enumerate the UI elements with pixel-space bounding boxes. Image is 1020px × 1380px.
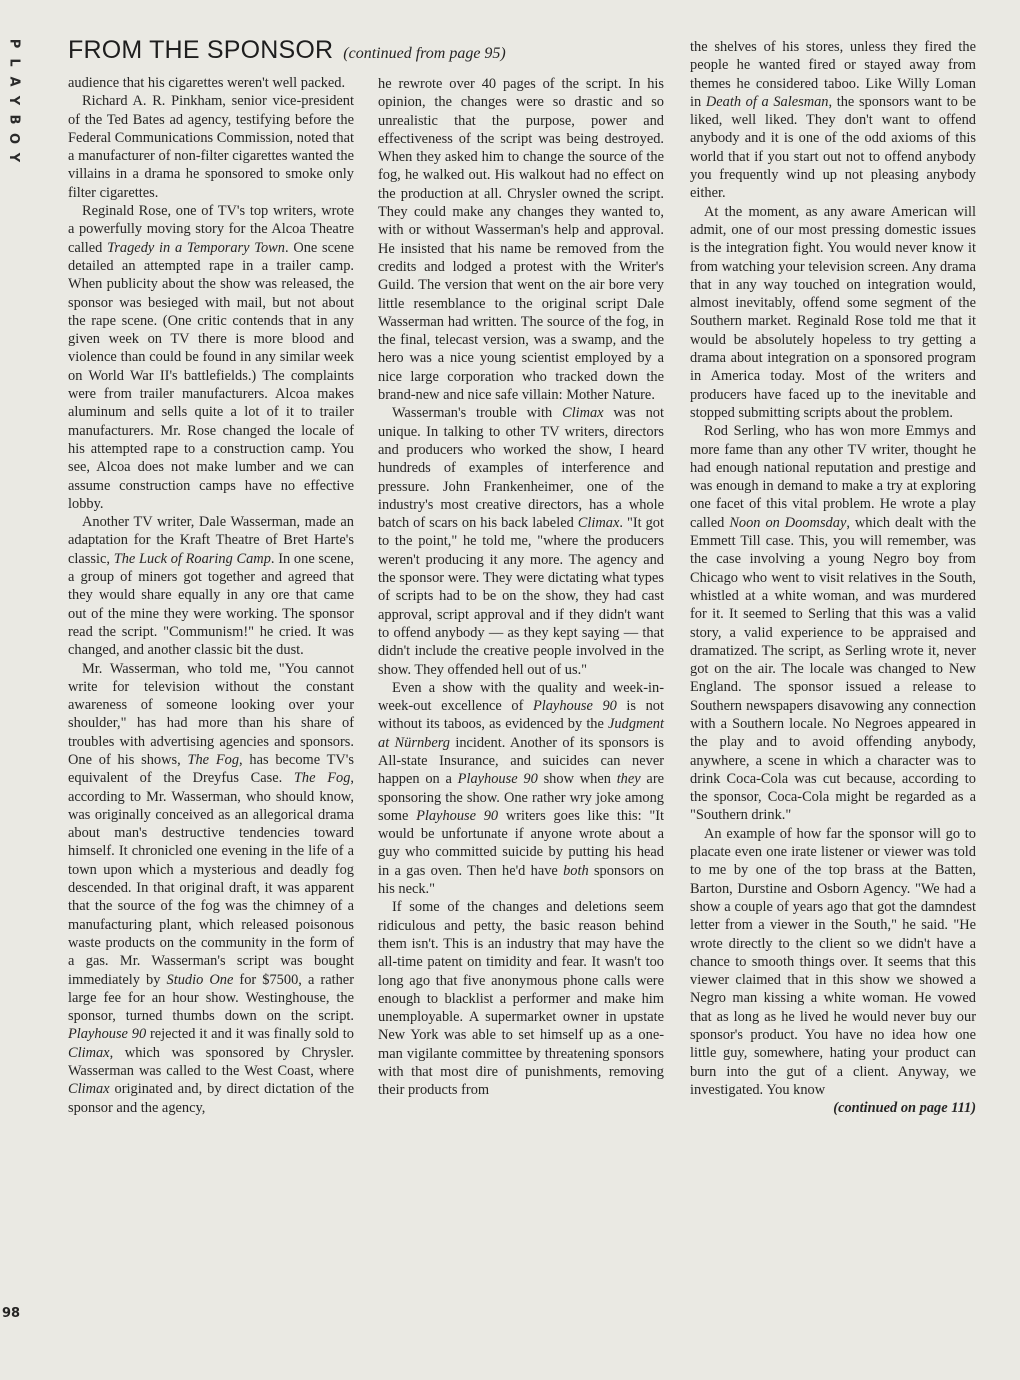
spine-letter: A xyxy=(6,76,22,87)
article-paragraph: Even a show with the quality and week-in-week-out excellence of Playhouse 90 is not without its taboos, as evidenced by the Judgment at Nürnberg incident. Another of its sponsors is All-state Insurance, and suicides can never happen on a Playhouse 90 show when they are sponsoring the show. One rather wry joke among some Playhouse 90 writers goes like this: "It would be unfortunate if anyone wrote about a guy who committed suicide by putting his head in a gas oven. Then he'd have both sponsors on his neck." xyxy=(378,679,664,898)
continued-on-note: (continued on page 111) xyxy=(833,1100,976,1117)
spine-letter: Y xyxy=(6,95,22,106)
spine-letter: Y xyxy=(6,152,22,163)
continued-from-note: (continued from page 95) xyxy=(343,45,506,62)
magazine-spine-label xyxy=(2,36,24,169)
article-paragraph: Another TV writer, Dale Wasserman, made an adaptation for the Kraft Theatre of Bret Harte's classic, The Luck of Roaring Camp. In one scene, a group of miners got together and agreed that they would share equally in any ore that came out of the mine they were working. The sponsor read the script. "Communism!" he cried. It was changed, and another classic bit the dust. xyxy=(68,514,354,659)
article-paragraph: Wasserman's trouble with Climax was not unique. In talking to other TV writers, directors and producers who worked the show, I heard hundreds of examples of interference and pressure. John Frankenheimer, one of the industry's most creative directors, has a whole batch of scars on his back labeled Climax. "It got to the point," he told me, "where the producers weren't producing it any more. The agency and the sponsor were. They were dictating what types of scripts had to be on the show, they had cast approval, script approval and if they didn't want to offend anybody — as they kept saying — that didn't include the creative people involved in the show. They offended hell out of us." xyxy=(378,405,664,678)
article-paragraph: If some of the changes and deletions seem ridiculous and petty, the basic reason behind them isn't. This is an industry that may have the all-time patent on timidity and fear. It wasn't too long ago that five anonymous phone calls were enough to blacklist a performer and make him unemployable. A supermarket owner in upstate New York was able to set himself up as a one-man vigilante committee by threatening sponsors with that most dire of punishments, removing their products from xyxy=(378,899,664,1099)
article-paragraph: Richard A. R. Pinkham, senior vice-president of the Ted Bates ad agency, testifying before the Federal Communications Commission, noted that a manufacturer of non-filter cigarettes wanted the villains in a drama he sponsored to smoke only filter cigarettes. xyxy=(68,93,354,201)
spine-letter: P xyxy=(6,38,22,49)
text-column-2 xyxy=(378,75,664,1100)
article-title: FROM THE SPONSOR xyxy=(68,36,334,64)
article-paragraph: An example of how far the sponsor will go to placate even one irate listener or viewer was told to me by one of the top brass at the Batten, Barton, Durstine and Osborn Agency. "We had a show a couple of years ago that got the damndest letter from a viewer in the South," he said. "He wrote directly to the client so we didn't have a chance to smooth things over. It seems that this viewer claimed that in this show we showed a Negro man kissing a white woman. He vowed that as long as he lived he would never buy our sponsor's product. You have no idea how one little guy, somewhere, hating your product can burn into the gut of a client. Anyway, we investigated. You know xyxy=(690,825,976,1098)
page-number: 98 xyxy=(2,1306,21,1321)
article-paragraph: audience that his cigarettes weren't well packed. xyxy=(68,75,346,91)
article-paragraph: At the moment, as any aware American will admit, one of our most pressing domestic issues is the integration fight. You would never know it from watching your television screen. Any drama that in any way touched on integration would, almost inevitably, offend some segment of the Southern market. Reginald Rose told me that it would be absolutely hopeless to try getting a drama about integration on a sponsored program in America today. Most of the writers and producers have faced up to the inevitable and stopped submitting scripts about the problem. xyxy=(690,203,976,421)
spine-letter: B xyxy=(6,114,22,125)
article-header xyxy=(68,36,506,65)
article-paragraph: Rod Serling, who has won more Emmys and more fame than any other TV writer, thought he had enough national reputation and prestige and was enough in demand to make a try at exploring one facet of this vital problem. He wrote a play called Noon on Doomsday, which dealt with the Emmett Till case. This, you will remember, was the case involving a young Negro boy from Chicago who went to visit relatives in the South, whistled at a white woman, and was murdered for it. It seemed to Serling that this was a valid story, a valid experience to be appraised and dramatized. The script, as Serling wrote it, never got on the air. The locale was changed to New England. The sponsor issued a release to Southern newspapers disavowing any connection with a Southern locale. No Negroes appeared in the play and to avoid offending anybody, anywhere, a scene in which a character was to drink Coca-Cola was cut because, according to the sponsor, Coca-Cola might be regarded as a "Southern drink." xyxy=(690,423,977,824)
article-paragraph: Mr. Wasserman, who told me, "You cannot write for television without the constant awareness of someone looking over your shoulder," has had more than his share of troubles with advertising agencies and sponsors. One of his shows, The Fog, has become TV's equivalent of the Dreyfus Case. The Fog, according to Mr. Wasserman, who should know, was originally conceived as an allegorical drama about man's destructive tendencies toward himself. It chronicled one evening in the life of a town upon which a mysterious and deadly fog descended. In that original draft, it was apparent that the source of the fog was the chimney of a manufacturing plant, which released poisonous waste products on the community in the form of a gas. Mr. Wasserman's script was bought immediately by Studio One for $7500, a rather large fee for an hour show. Westinghouse, the sponsor, turned thumbs down on the script. Playhouse 90 rejected it and it was finally sold to Climax, which was sponsored by Chrysler. Wasserman was called to the West Coast, where Climax originated and, by direct dictation of the sponsor and the agency, xyxy=(68,660,354,1116)
article-paragraph: the shelves of his stores, unless they fired the people he wanted fired or stayed away from themes he considered taboo. Like Willy Loman in Death of a Salesman, the sponsors want to be liked, well liked. They don't want to offend anybody and it is one of the odd axioms of this world that if you start out not to offend anybody you frequently wind up not pleasing anybody either. xyxy=(690,39,976,202)
spine-letter: O xyxy=(6,132,22,145)
text-column-1 xyxy=(68,74,354,1117)
article-paragraph: he rewrote over 40 pages of the script. In his opinion, the changes were so drastic and so unrealistic that the purpose, power and effectiveness of the script was being destroyed. When they asked him to change the source of the fog, he walked out. His walkout had no effect on the production at all. Chrysler owned the script. They could make any changes they wanted to, with or without Wasserman's help and approval. He insisted that his name be removed from the credits and lodged a protest with the Writer's Guild. The version that went on the air bore very little resemblance to the original script Dale Wasserman had written. The source of the fog, in the final, telecast version, was a swamp, and the hero was a nice young scientist employed by a nice large corporation who tracked down the brand-new and nice safe villain: Mother Nature. xyxy=(378,76,664,404)
text-column-3 xyxy=(690,38,976,1118)
article-paragraph: Reginald Rose, one of TV's top writers, wrote a powerfully moving story for the Alcoa Theatre called Tragedy in a Temporary Town. One scene detailed an attempted rape in a trailer camp. When publicity about the show was released, the sponsor was besieged with mail, but not about the rape scene. (One critic contends that in any given week on TV there is more blood and violence than could be found in any similar week on World War II's battlefields.) The complaints were from trailer manufacturers. Alcoa makes aluminum and sells quite a lot of it to trailer manufacturers. Mr. Rose changed the locale of his attempted rape to a construction camp. You see, Alcoa does not make lumber and we can assume construction camps have no effective lobby. xyxy=(68,203,354,512)
spine-letter: L xyxy=(6,58,22,67)
